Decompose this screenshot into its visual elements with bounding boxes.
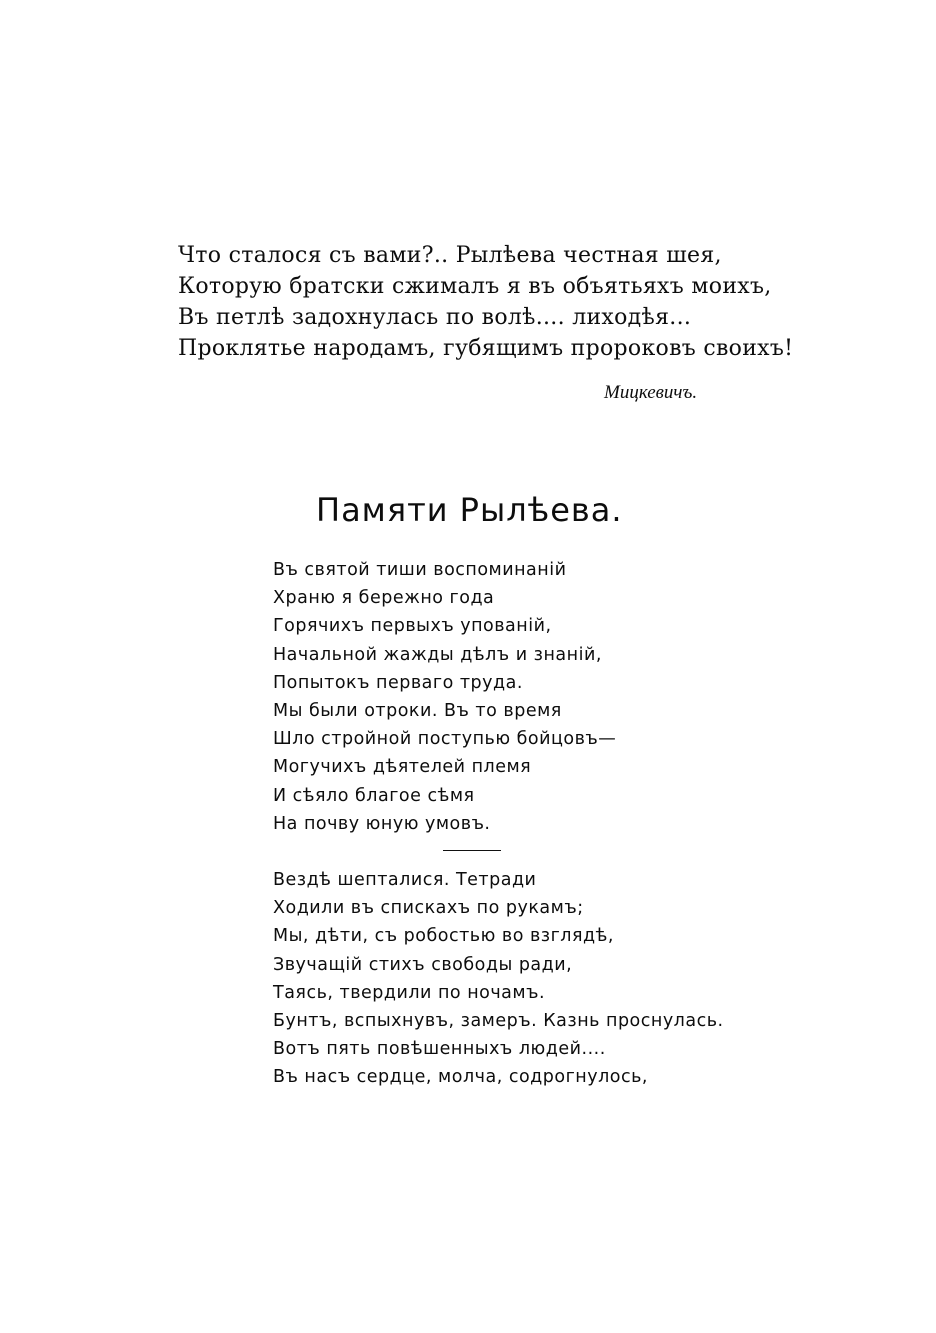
poem-line: Храню я бережно года bbox=[273, 588, 495, 609]
epigraph bbox=[178, 240, 794, 403]
poem-line: Мы, дѣти, съ робостью во взглядѣ, bbox=[273, 926, 614, 947]
poem-stanza-2 bbox=[273, 866, 833, 1092]
poem-line: Таясь, твердили по ночамъ. bbox=[273, 982, 546, 1003]
poem-line: Мы были отроки. Въ то время bbox=[273, 700, 562, 721]
poem-line: Звучащій стихъ свободы ради, bbox=[273, 954, 573, 975]
epigraph-line: Что сталося съ вами?.. Рылѣева честная шея, bbox=[178, 243, 722, 268]
poem-line: Попытокъ перваго труда. bbox=[273, 672, 523, 693]
poem-line: Вотъ пять повѣшенныхъ людей.... bbox=[273, 1039, 606, 1060]
poem-line: Шло стройной поступью бойцовъ— bbox=[273, 729, 617, 750]
epigraph-author: Мицкевичъ. bbox=[604, 382, 698, 403]
poem-line: Начальной жажды дѣлъ и знаній, bbox=[273, 644, 602, 665]
poem-line: На почву юную умовъ. bbox=[273, 813, 491, 834]
poem-line: Могучихъ дѣятелей племя bbox=[273, 757, 532, 778]
epigraph-line: Проклятье народамъ, губящимъ пророковъ своихъ! bbox=[178, 336, 794, 361]
poem-line: Горячихъ первыхъ упованій, bbox=[273, 616, 552, 637]
poem-line: И сѣяло благое сѣмя bbox=[273, 785, 475, 806]
poem-line: Въ святой тиши воспоминаній bbox=[273, 560, 567, 580]
epigraph-line: Которую братски сжималъ я въ объятьяхъ моихъ, bbox=[178, 274, 772, 299]
stanza-divider bbox=[443, 850, 501, 851]
poem-line: Бунтъ, вспыхнувъ, замеръ. Казнь проснулась. bbox=[273, 1010, 724, 1031]
poem-line: Вездѣ шепталися. Тетради bbox=[273, 870, 537, 890]
poem-stanza-1 bbox=[273, 556, 833, 838]
poem-line: Въ насъ сердце, молча, содрогнулось, bbox=[273, 1067, 648, 1088]
epigraph-line: Въ петлѣ задохнулась по волѣ.... лиходѣя... bbox=[178, 305, 692, 330]
poem-line: Ходили въ спискахъ по рукамъ; bbox=[273, 898, 584, 919]
poem-title: Памяти Рылѣева. bbox=[316, 491, 623, 529]
